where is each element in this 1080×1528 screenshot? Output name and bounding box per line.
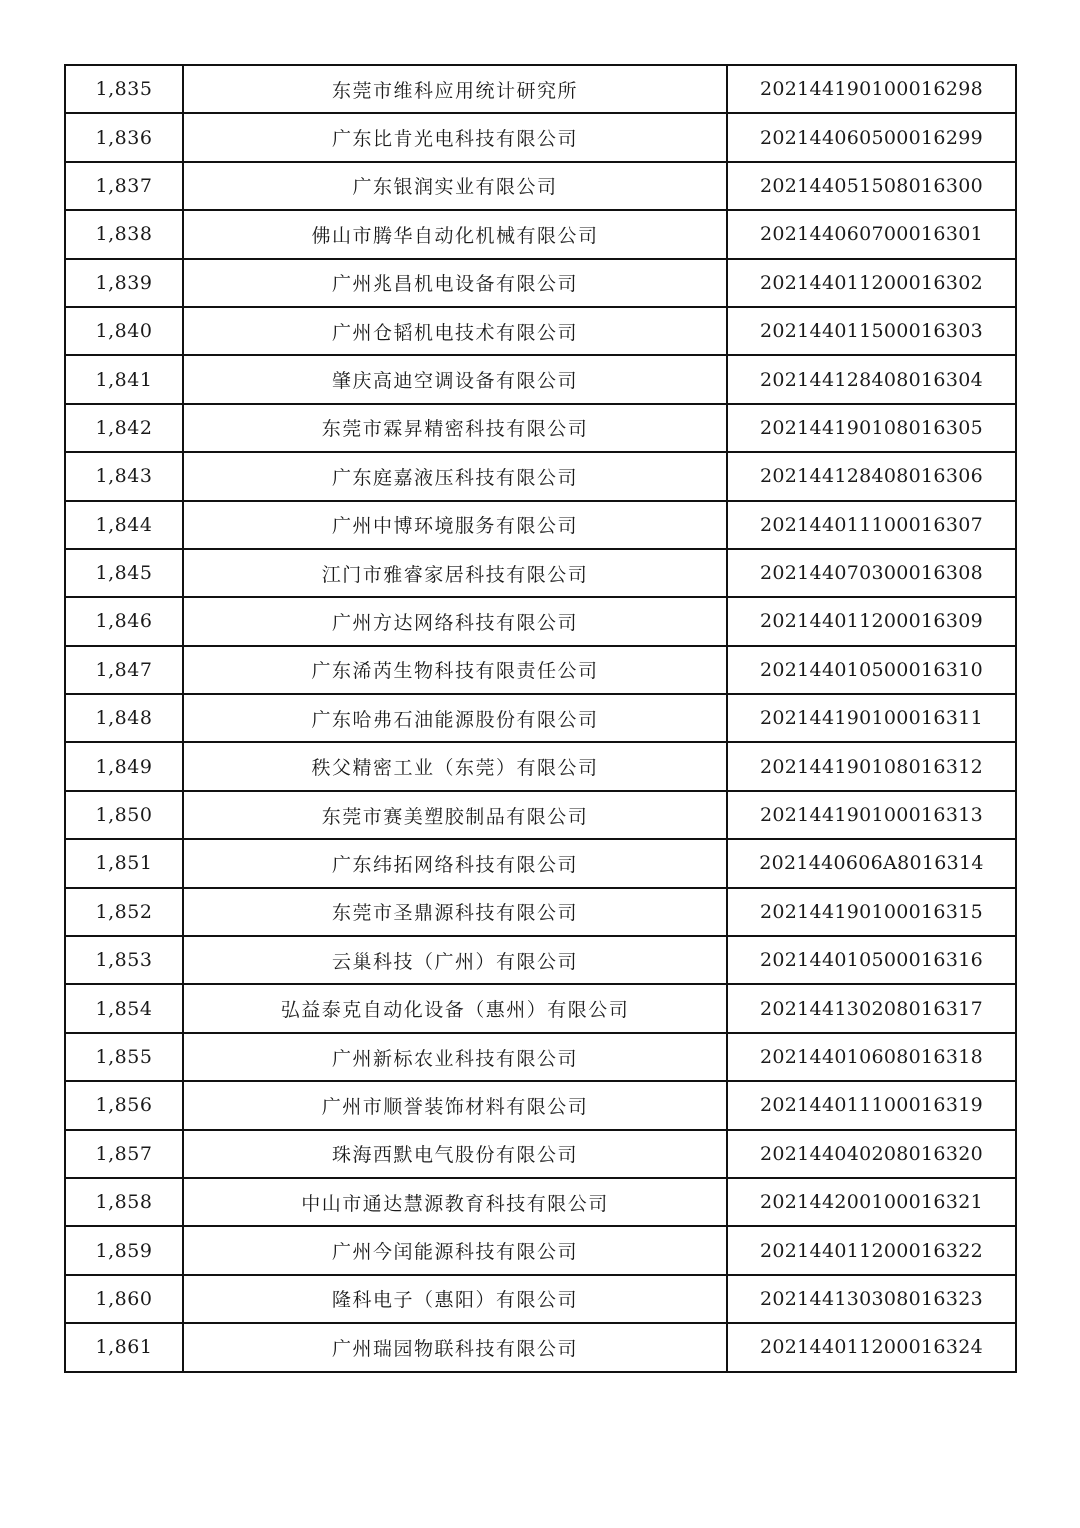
row-index: 1,844 <box>65 501 183 549</box>
registration-code: 202144010608016318 <box>727 1033 1016 1081</box>
table-row <box>65 501 1016 549</box>
row-index: 1,838 <box>65 210 183 258</box>
table-row <box>65 1130 1016 1178</box>
company-name: 广东哈弗石油能源股份有限公司 <box>183 694 727 742</box>
row-index: 1,857 <box>65 1130 183 1178</box>
company-name: 广东浠芮生物科技有限责任公司 <box>183 646 727 694</box>
company-name: 广州市顺誉装饰材料有限公司 <box>183 1081 727 1129</box>
company-name: 广东纬拓网络科技有限公司 <box>183 839 727 887</box>
row-index: 1,841 <box>65 355 183 403</box>
table-row <box>65 791 1016 839</box>
table-row <box>65 259 1016 307</box>
row-index: 1,855 <box>65 1033 183 1081</box>
company-name: 东莞市霖昇精密科技有限公司 <box>183 404 727 452</box>
row-index: 1,843 <box>65 452 183 500</box>
company-name: 隆科电子（惠阳）有限公司 <box>183 1275 727 1323</box>
table-row <box>65 984 1016 1032</box>
table-row <box>65 307 1016 355</box>
registration-code: 202144130308016323 <box>727 1275 1016 1323</box>
row-index: 1,854 <box>65 984 183 1032</box>
row-index: 1,858 <box>65 1178 183 1226</box>
registration-code: 202144128408016304 <box>727 355 1016 403</box>
row-index: 1,849 <box>65 742 183 790</box>
table-row <box>65 742 1016 790</box>
table-row <box>65 1323 1016 1371</box>
table-row <box>65 452 1016 500</box>
row-index: 1,847 <box>65 646 183 694</box>
table-row <box>65 646 1016 694</box>
row-index: 1,842 <box>65 404 183 452</box>
table-row <box>65 1178 1016 1226</box>
table-row <box>65 694 1016 742</box>
company-name: 广州仓韬机电技术有限公司 <box>183 307 727 355</box>
row-index: 1,861 <box>65 1323 183 1371</box>
company-name: 东莞市赛美塑胶制品有限公司 <box>183 791 727 839</box>
registration-code: 202144128408016306 <box>727 452 1016 500</box>
registration-code: 202144190100016313 <box>727 791 1016 839</box>
registration-code: 202144011200016322 <box>727 1226 1016 1274</box>
registration-code: 202144051508016300 <box>727 162 1016 210</box>
row-index: 1,836 <box>65 113 183 161</box>
row-index: 1,856 <box>65 1081 183 1129</box>
table-row <box>65 839 1016 887</box>
company-name: 中山市通达慧源教育科技有限公司 <box>183 1178 727 1226</box>
registration-code: 2021440606A8016314 <box>727 839 1016 887</box>
table-row <box>65 1275 1016 1323</box>
registration-code: 202144011100016307 <box>727 501 1016 549</box>
table-row <box>65 162 1016 210</box>
registration-code: 202144040208016320 <box>727 1130 1016 1178</box>
row-index: 1,839 <box>65 259 183 307</box>
company-name: 佛山市腾华自动化机械有限公司 <box>183 210 727 258</box>
registration-code: 202144011200016324 <box>727 1323 1016 1371</box>
company-name: 秩父精密工业（东莞）有限公司 <box>183 742 727 790</box>
company-name: 广州新标农业科技有限公司 <box>183 1033 727 1081</box>
company-name: 广州今闰能源科技有限公司 <box>183 1226 727 1274</box>
registration-code: 202144011200016302 <box>727 259 1016 307</box>
table-row <box>65 888 1016 936</box>
company-name: 东莞市维科应用统计研究所 <box>183 65 727 113</box>
row-index: 1,851 <box>65 839 183 887</box>
registration-code: 202144010500016310 <box>727 646 1016 694</box>
row-index: 1,846 <box>65 597 183 645</box>
table-row <box>65 404 1016 452</box>
row-index: 1,848 <box>65 694 183 742</box>
table-row <box>65 936 1016 984</box>
registration-code: 202144060500016299 <box>727 113 1016 161</box>
company-name: 广州方达网络科技有限公司 <box>183 597 727 645</box>
registration-code: 202144130208016317 <box>727 984 1016 1032</box>
company-name: 云巢科技（广州）有限公司 <box>183 936 727 984</box>
registration-code: 202144190100016311 <box>727 694 1016 742</box>
row-index: 1,859 <box>65 1226 183 1274</box>
company-registry-table <box>64 64 1017 1373</box>
row-index: 1,840 <box>65 307 183 355</box>
company-name: 广东庭嘉液压科技有限公司 <box>183 452 727 500</box>
company-name: 广州瑞园物联科技有限公司 <box>183 1323 727 1371</box>
registration-code: 202144011100016319 <box>727 1081 1016 1129</box>
table-row <box>65 1033 1016 1081</box>
table-row <box>65 597 1016 645</box>
table-row <box>65 1081 1016 1129</box>
registration-code: 202144011200016309 <box>727 597 1016 645</box>
table-row <box>65 549 1016 597</box>
row-index: 1,845 <box>65 549 183 597</box>
company-name: 江门市雅睿家居科技有限公司 <box>183 549 727 597</box>
company-name: 广州中博环境服务有限公司 <box>183 501 727 549</box>
registration-code: 202144190100016315 <box>727 888 1016 936</box>
table-row <box>65 210 1016 258</box>
registration-code: 202144200100016321 <box>727 1178 1016 1226</box>
table-row <box>65 65 1016 113</box>
company-name: 珠海西默电气股份有限公司 <box>183 1130 727 1178</box>
table-row <box>65 1226 1016 1274</box>
row-index: 1,852 <box>65 888 183 936</box>
registration-code: 202144190100016298 <box>727 65 1016 113</box>
table-row <box>65 113 1016 161</box>
registration-code: 202144190108016312 <box>727 742 1016 790</box>
table-row <box>65 355 1016 403</box>
registration-code: 202144011500016303 <box>727 307 1016 355</box>
company-name: 肇庆高迪空调设备有限公司 <box>183 355 727 403</box>
row-index: 1,837 <box>65 162 183 210</box>
company-name: 弘益泰克自动化设备（惠州）有限公司 <box>183 984 727 1032</box>
table-body <box>65 65 1016 1372</box>
registration-code: 202144070300016308 <box>727 549 1016 597</box>
row-index: 1,850 <box>65 791 183 839</box>
company-name: 广东比肯光电科技有限公司 <box>183 113 727 161</box>
company-name: 广州兆昌机电设备有限公司 <box>183 259 727 307</box>
company-name: 广东银润实业有限公司 <box>183 162 727 210</box>
row-index: 1,860 <box>65 1275 183 1323</box>
row-index: 1,835 <box>65 65 183 113</box>
row-index: 1,853 <box>65 936 183 984</box>
registration-code: 202144060700016301 <box>727 210 1016 258</box>
registration-code: 202144190108016305 <box>727 404 1016 452</box>
registration-code: 202144010500016316 <box>727 936 1016 984</box>
company-name: 东莞市圣鼎源科技有限公司 <box>183 888 727 936</box>
